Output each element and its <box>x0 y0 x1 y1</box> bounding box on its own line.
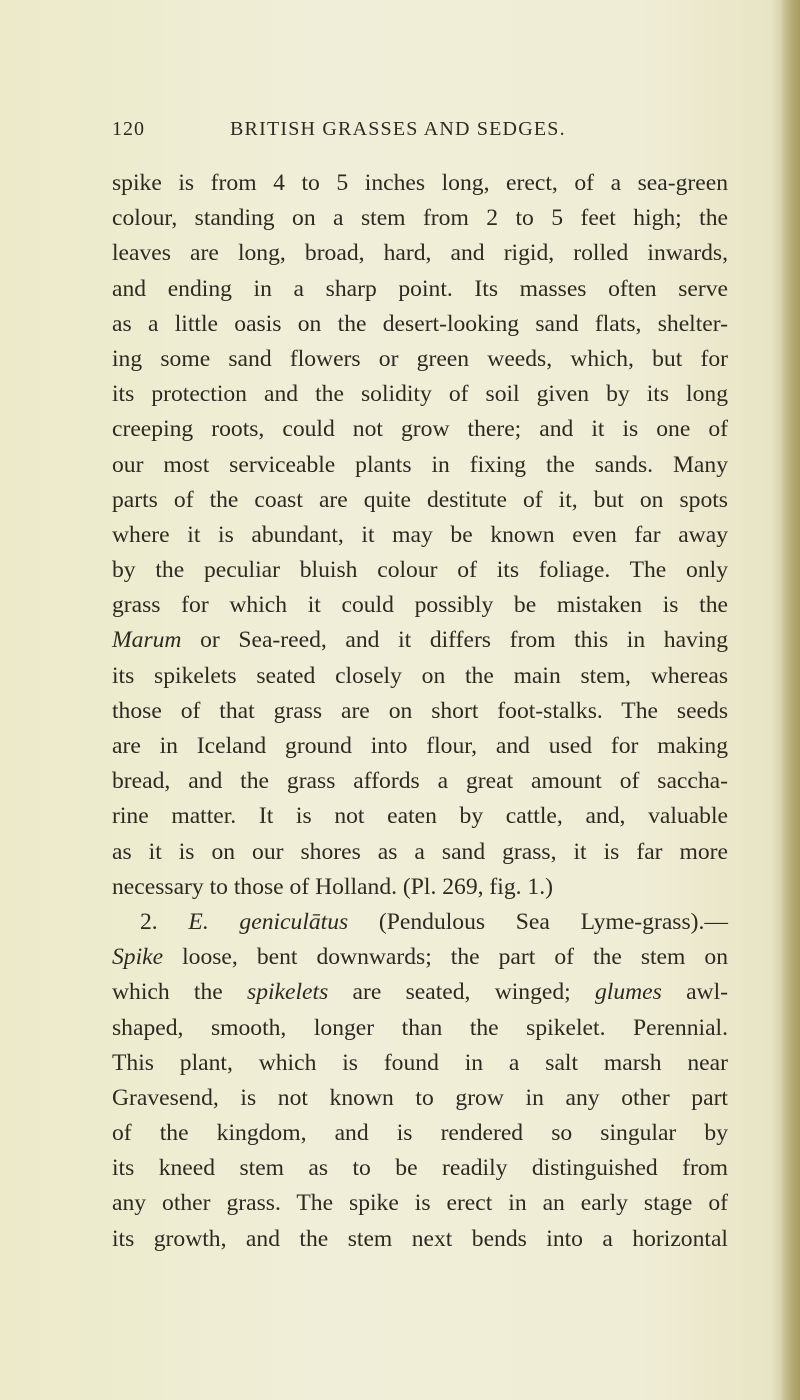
text-line <box>112 272 728 307</box>
text-line <box>112 236 728 271</box>
text-segment: our most serviceable plants in fixing the sands. Many <box>112 451 728 478</box>
text-segment: its spikelets seated closely on the main stem, whereas <box>112 662 728 689</box>
text-segment: This plant, which is found in a salt marsh near <box>112 1049 728 1076</box>
text-segment: shaped, smooth, longer than the spikelet. Perennial. <box>112 1014 728 1041</box>
text-segment: of the kingdom, and is rendered so singular by <box>112 1120 728 1147</box>
body-text <box>112 166 728 1257</box>
italic-text: glumes <box>594 979 662 1006</box>
text-segment: as it is on our shores as a sand grass, it is far more <box>112 838 728 865</box>
text-segment: its kneed stem as to be readily distinguished from <box>112 1155 728 1182</box>
text-line <box>112 799 728 834</box>
text-segment: by the peculiar bluish colour of its foliage. The only <box>112 557 728 584</box>
text-segment: those of that grass are on short foot-stalks. The seeds <box>112 697 728 724</box>
text-line <box>112 1011 728 1046</box>
text-segment: Gravesend, is not known to grow in any other part <box>112 1084 728 1111</box>
text-line <box>112 166 728 201</box>
text-line <box>112 377 728 412</box>
text-segment: bread, and the grass affords a great amount of saccha- <box>112 768 728 795</box>
text-line <box>112 1081 728 1116</box>
text-line <box>112 307 728 342</box>
text-line <box>112 835 728 870</box>
text-segment: creeping roots, could not grow there; and it is one of <box>112 416 728 443</box>
text-segment: (Pendulous Sea Lyme-grass).— <box>348 908 728 935</box>
text-line <box>112 1186 728 1221</box>
text-segment: where it is abundant, it may be known even far away <box>112 521 728 548</box>
text-segment: are seated, winged; <box>328 979 595 1006</box>
text-segment: awl- <box>661 979 728 1006</box>
text-line <box>112 201 728 236</box>
text-segment: loose, bent downwards; the part of the stem on <box>163 944 728 971</box>
italic-text: spikelets <box>247 979 329 1006</box>
text-line <box>112 483 728 518</box>
text-segment: necessary to those of Holland. (Pl. 269, fig. 1.) <box>112 873 553 900</box>
text-line <box>112 1116 728 1151</box>
text-segment: 2. <box>140 908 189 935</box>
text-line <box>112 870 728 905</box>
text-line <box>112 588 728 623</box>
text-line <box>112 905 728 940</box>
text-line <box>112 729 728 764</box>
text-segment: are in Iceland ground into flour, and used for making <box>112 733 728 759</box>
text-line <box>112 518 728 553</box>
text-segment: and ending in a sharp point. Its masses often serve <box>112 275 728 302</box>
text-line <box>112 553 728 588</box>
text-line <box>112 448 728 483</box>
text-segment: or Sea-reed, and it differs from this in having <box>181 627 728 654</box>
page-edge <box>782 0 800 1400</box>
text-line <box>112 694 728 729</box>
text-line <box>112 1151 728 1186</box>
text-segment: its protection and the solidity of soil given by its long <box>112 381 728 408</box>
text-line <box>112 623 728 658</box>
text-line <box>112 1222 728 1257</box>
italic-text: Marum <box>112 627 182 654</box>
text-segment: grass for which it could possibly be mistaken is the <box>112 592 728 619</box>
text-segment: parts of the coast are quite destitute of it, but on spots <box>112 486 728 513</box>
text-segment: any other grass. The spike is erect in an early stage of <box>112 1190 728 1217</box>
page-edge-shadow <box>770 0 782 1400</box>
text-line <box>112 1046 728 1081</box>
text-segment: as a little oasis on the desert-looking sand flats, shelter- <box>112 310 728 337</box>
text-segment: leaves are long, broad, hard, and rigid, rolled inwards, <box>112 240 728 267</box>
text-segment: colour, standing on a stem from 2 to 5 feet high; the <box>112 205 728 232</box>
text-line <box>112 659 728 694</box>
italic-text: E. geniculātus <box>188 908 349 935</box>
text-line <box>112 764 728 799</box>
text-line <box>112 940 728 975</box>
text-line <box>112 975 728 1010</box>
text-segment: ing some sand flowers or green weeds, which, but for <box>112 345 728 372</box>
running-head <box>112 118 722 148</box>
running-title: BRITISH GRASSES AND SEDGES. <box>230 118 566 140</box>
text-segment: rine matter. It is not eaten by cattle, and, valuable <box>112 803 728 830</box>
page-number: 120 <box>112 118 145 140</box>
text-line <box>112 342 728 377</box>
text-segment: its growth, and the stem next bends into a horizontal <box>112 1225 728 1252</box>
italic-text: Spike <box>112 944 164 971</box>
text-line <box>112 412 728 447</box>
text-segment: which the <box>112 979 248 1006</box>
text-segment: spike is from 4 to 5 inches long, erect, of a sea-green <box>112 170 728 196</box>
